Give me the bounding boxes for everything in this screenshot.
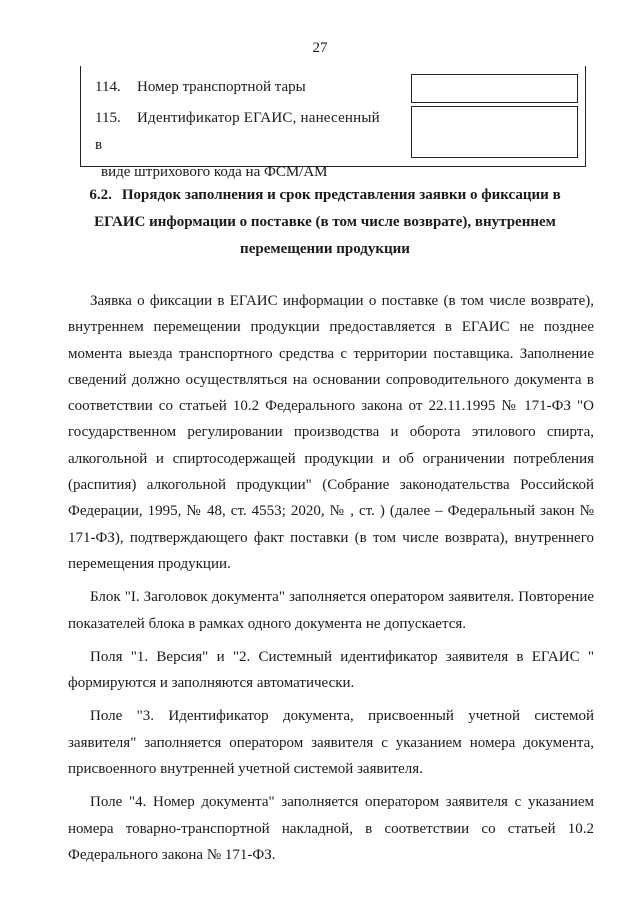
section-number: 6.2. <box>89 187 112 203</box>
row-label: Номер транспортной тары <box>137 79 306 95</box>
page-number: 27 <box>312 40 328 56</box>
table-fragment <box>80 66 586 180</box>
paragraph: Поля "1. Версия" и "2. Системный идентификатор заявителя в ЕГАИС " формируются и заполняются автоматически. <box>68 648 594 692</box>
body-text <box>68 288 594 868</box>
paragraph: Поле "4. Номер документа" заполняется оператором заявителя с указанием номера товарно-транспортной накладной, в соответствии со статьей 10.2 Федерального закона № 171-ФЗ. <box>68 794 594 863</box>
paragraph: Поле "3. Идентификатор документа, присвоенный учетной системой заявителя" заполняется оператором заявителя с указанием номера документа, присвоенного внутренней учетной системой заявителя. <box>68 708 594 778</box>
row-label-continuation: виде штрихового кода на ФСМ/АМ <box>101 164 328 180</box>
section-title: Порядок заполнения и срок представления заявки о фиксации в ЕГАИС информации о поставке (в том числе возврате), внутреннем перемещении продукции <box>94 187 561 257</box>
row-number: 115. <box>95 110 121 126</box>
paragraph: Блок "I. Заголовок документа" заполняется оператором заявителя. Повторение показателей блока в рамках одного документа не допускается. <box>68 589 594 632</box>
paragraph: Заявка о фиксации в ЕГАИС информации о поставке (в том числе возврате), внутреннем перемещении продукции предоставляется в ЕГАИС не позднее момента выезда транспортного средства с территории поставщика. Заполнение сведений должно осуществляться на основании сопроводительного документа в соответствии со статьей 10.2 Федерального закона от 22.11.1995 № 171-ФЗ "О государственном регулировании производства и оборота этилового спирта, алкогольной и спиртосодержащей продукции и об ограничении потребления (распития) алкогольной продукции" (Собрание законодательства Российской Федерации, 1995, № 48, ст. 4553; 2020, № , ст. ) (далее – Федеральный закон № 171-ФЗ), подтверждающего факт поставки (в том числе возврата), внутреннего перемещения продукции. <box>68 293 594 572</box>
value-cell <box>411 74 578 103</box>
row-label: Идентификатор ЕГАИС, нанесенный в <box>95 110 380 153</box>
table-row <box>95 105 391 186</box>
value-cell <box>411 106 578 158</box>
row-number: 114. <box>95 79 121 95</box>
section-heading <box>75 182 575 263</box>
table-row <box>95 74 306 101</box>
